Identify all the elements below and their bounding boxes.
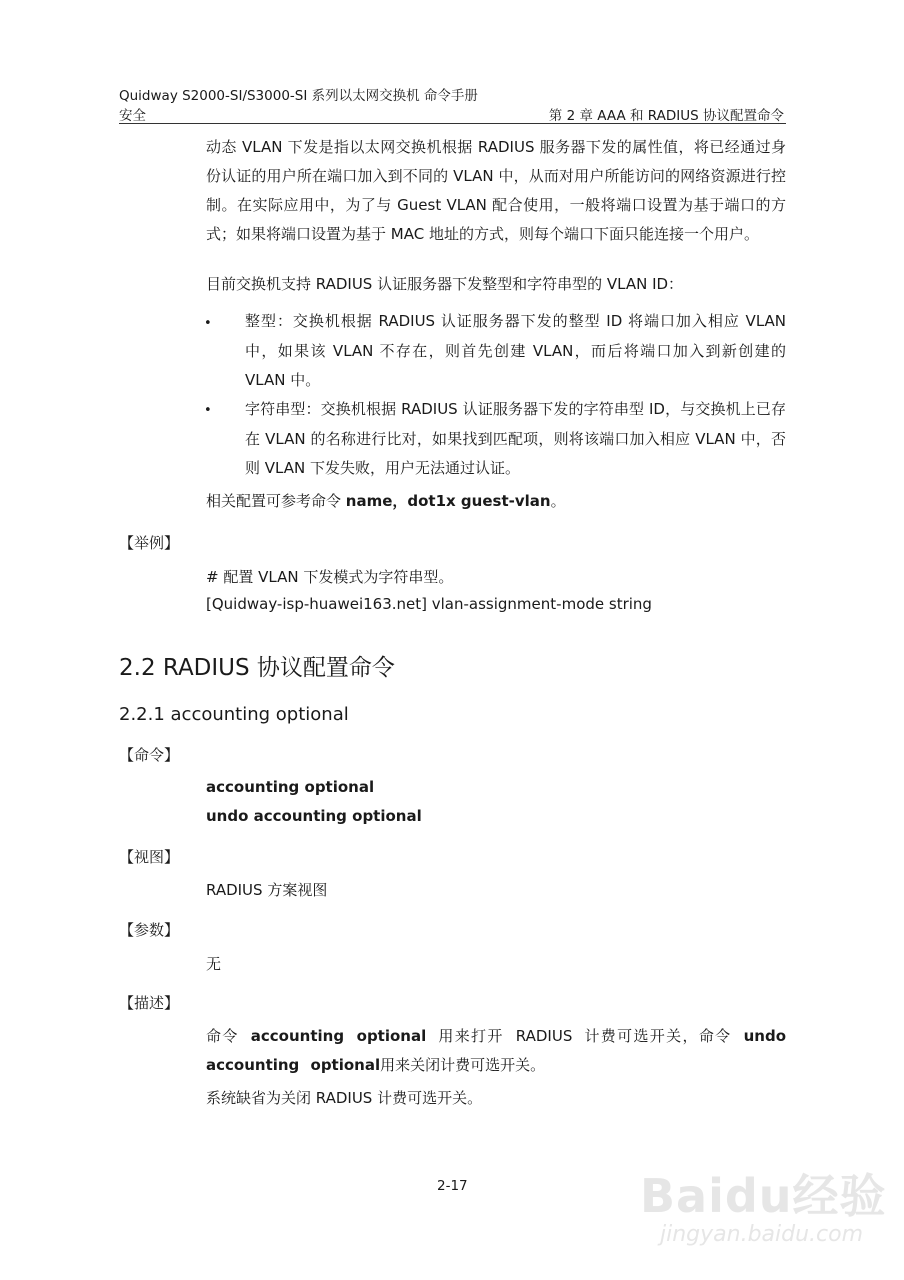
section-heading: 2.2 RADIUS 协议配置命令 bbox=[119, 655, 395, 681]
desc-label: 【描述】 bbox=[119, 994, 180, 1012]
bullet-integer: 整型：交换机根据 RADIUS 认证服务器下发的整型 ID 将端口加入相应 VLAN 中，如果该 VLAN 不存在，则首先创建 VLAN，而后将端口加入到新创建的 VLAN 中。 bbox=[245, 312, 786, 389]
params-text: 无 bbox=[206, 955, 222, 973]
example-comment: # 配置 VLAN 下发模式为字符串型。 bbox=[206, 568, 454, 586]
desc-cmd-1: accounting optional bbox=[250, 1027, 427, 1045]
desc-text-1: 命令 bbox=[206, 1027, 251, 1045]
command-accounting-optional: accounting optional bbox=[206, 778, 375, 796]
command-undo-accounting-optional: undo accounting optional bbox=[206, 807, 422, 825]
example-label: 【举例】 bbox=[119, 534, 180, 552]
bullet-string: 字符串型：交换机根据 RADIUS 认证服务器下发的字符串型 ID，与交换机上已存在 VLAN 的名称进行比对，如果找到匹配项，则将该端口加入相应 VLAN 中，否则 VLAN 下发失败，用户无法通过认证。 bbox=[245, 400, 786, 477]
view-text: RADIUS 方案视图 bbox=[206, 881, 328, 899]
header-manual-title: Quidway S2000-SI/S3000-SI 系列以太网交换机 命令手册 bbox=[119, 88, 478, 104]
header-volume: 安全 bbox=[119, 108, 146, 124]
desc-default: 系统缺省为关闭 RADIUS 计费可选开关。 bbox=[206, 1089, 483, 1107]
watermark-url: jingyan.baidu.com bbox=[660, 1222, 864, 1247]
reference-suffix: 。 bbox=[550, 492, 566, 510]
watermark bbox=[640, 1140, 890, 1260]
desc-cmd-2: undo accounting optional bbox=[206, 1027, 786, 1074]
page-number: 2-17 bbox=[437, 1178, 468, 1194]
reference-line bbox=[206, 490, 566, 511]
reference-prefix: 相关配置可参考命令 bbox=[206, 492, 346, 510]
command-label: 【命令】 bbox=[119, 746, 180, 764]
bullet-marker: • bbox=[204, 403, 212, 418]
params-label: 【参数】 bbox=[119, 921, 180, 939]
example-code: [Quidway-isp-huawei163.net] vlan-assignment-mode string bbox=[206, 595, 652, 613]
support-paragraph: 目前交换机支持 RADIUS 认证服务器下发整型和字符串型的 VLAN ID： bbox=[206, 275, 684, 293]
watermark-logo: Baidu经验 bbox=[640, 1169, 887, 1223]
header-chapter: 第 2 章 AAA 和 RADIUS 协议配置命令 bbox=[548, 108, 784, 124]
bullet-marker: • bbox=[204, 316, 212, 331]
desc-text-2: 用来打开 RADIUS 计费可选开关，命令 bbox=[426, 1027, 744, 1045]
header-rule bbox=[119, 123, 786, 124]
intro-paragraph: 动态 VLAN 下发是指以太网交换机根据 RADIUS 服务器下发的属性值，将已经通过身份认证的用户所在端口加入到不同的 VLAN 中，从而对用户所能访问的网络资源进行控制。在实际应用中，为了与 Guest VLAN 配合使用，一般将端口设置为基于端口的方式；如果将端口设置为基于 MAC 地址的方式，则每个端口下面只能连接一个用户。 bbox=[206, 138, 786, 243]
reference-commands: name，dot1x guest-vlan bbox=[345, 492, 551, 510]
view-label: 【视图】 bbox=[119, 848, 180, 866]
desc-text-3: 用来关闭计费可选开关。 bbox=[380, 1056, 546, 1074]
desc-paragraph bbox=[206, 1022, 786, 1080]
subsection-heading: 2.2.1 accounting optional bbox=[119, 704, 349, 725]
